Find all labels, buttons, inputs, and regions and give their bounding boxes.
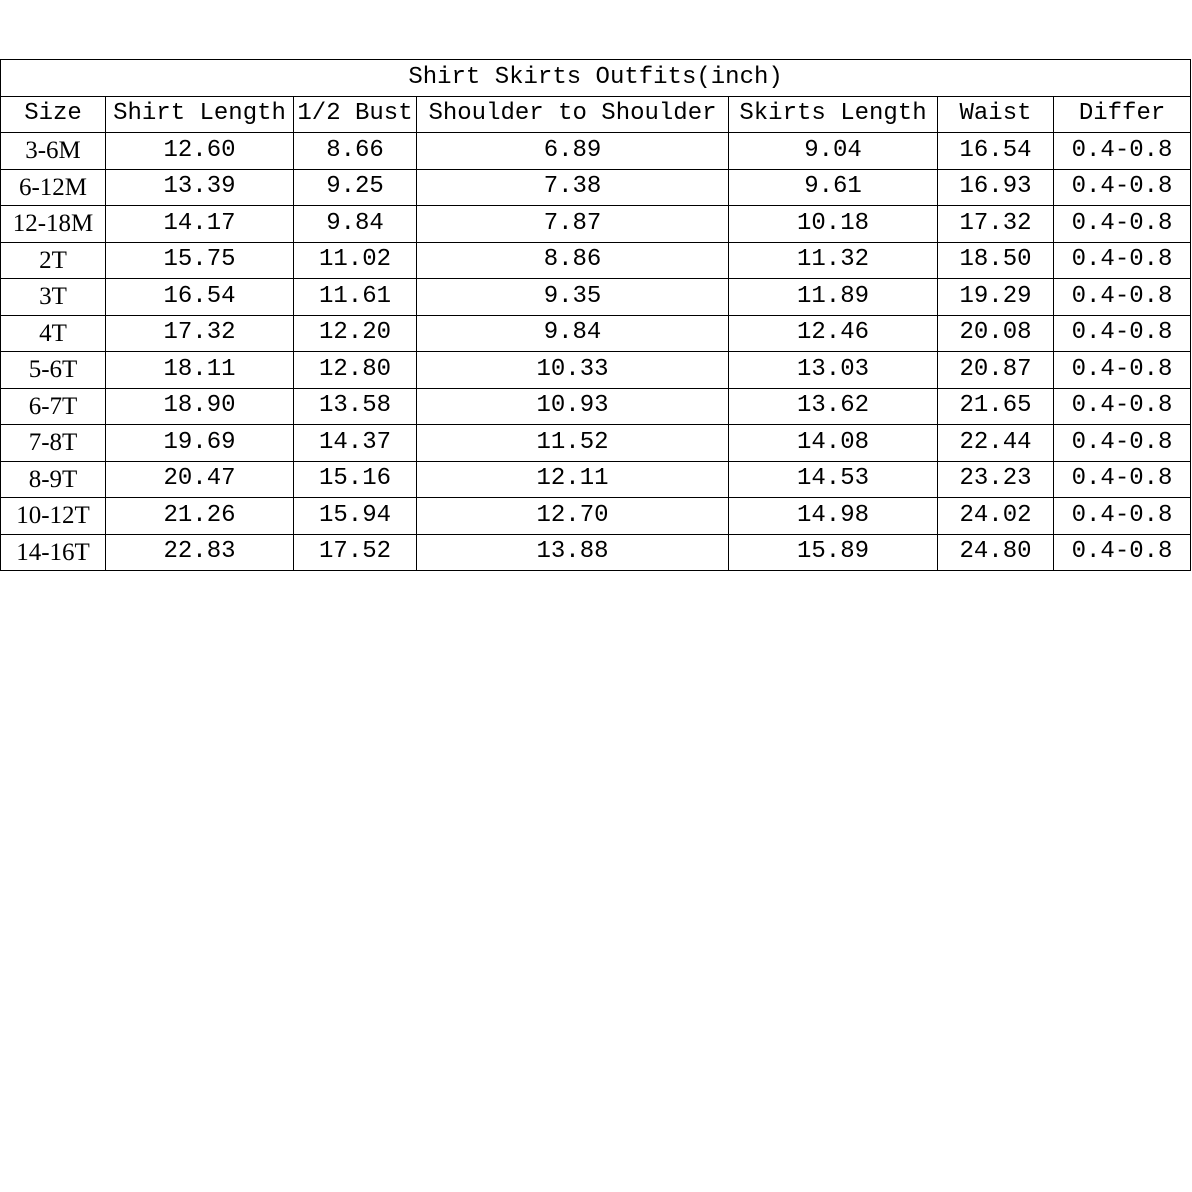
cell-shoulder-to-shoulder: 10.93 [417,388,729,425]
cell-differ: 0.4-0.8 [1054,242,1191,279]
table-row [1,169,1191,206]
cell-shoulder-to-shoulder: 8.86 [417,242,729,279]
cell-skirts-length: 11.32 [729,242,938,279]
cell-differ: 0.4-0.8 [1054,315,1191,352]
header-shirt-length: Shirt Length [106,96,294,133]
header-row [1,96,1191,133]
table-title: Shirt Skirts Outfits(inch) [1,60,1191,97]
cell-shirt-length: 22.83 [106,534,294,571]
cell-skirts-length: 13.62 [729,388,938,425]
cell-size: 4T [1,315,106,352]
cell-half-bust: 14.37 [294,425,417,462]
cell-shoulder-to-shoulder: 7.87 [417,206,729,243]
cell-size: 3-6M [1,133,106,170]
cell-differ: 0.4-0.8 [1054,425,1191,462]
cell-size: 7-8T [1,425,106,462]
size-chart-table [0,59,1191,571]
table-row [1,534,1191,571]
header-differ: Differ [1054,96,1191,133]
cell-skirts-length: 9.04 [729,133,938,170]
cell-shirt-length: 12.60 [106,133,294,170]
cell-half-bust: 12.80 [294,352,417,389]
table-body [1,133,1191,571]
cell-skirts-length: 14.53 [729,461,938,498]
cell-shirt-length: 21.26 [106,498,294,535]
cell-shoulder-to-shoulder: 9.35 [417,279,729,316]
cell-skirts-length: 14.98 [729,498,938,535]
cell-shoulder-to-shoulder: 10.33 [417,352,729,389]
cell-waist: 17.32 [938,206,1054,243]
cell-shoulder-to-shoulder: 12.11 [417,461,729,498]
cell-waist: 23.23 [938,461,1054,498]
cell-skirts-length: 11.89 [729,279,938,316]
table-row [1,315,1191,352]
cell-shoulder-to-shoulder: 11.52 [417,425,729,462]
header-waist: Waist [938,96,1054,133]
cell-waist: 21.65 [938,388,1054,425]
cell-waist: 24.80 [938,534,1054,571]
cell-size: 10-12T [1,498,106,535]
cell-differ: 0.4-0.8 [1054,388,1191,425]
cell-shirt-length: 16.54 [106,279,294,316]
table-row [1,279,1191,316]
cell-half-bust: 9.25 [294,169,417,206]
table-row [1,352,1191,389]
cell-half-bust: 12.20 [294,315,417,352]
cell-shoulder-to-shoulder: 7.38 [417,169,729,206]
cell-shirt-length: 18.11 [106,352,294,389]
cell-size: 6-7T [1,388,106,425]
cell-differ: 0.4-0.8 [1054,534,1191,571]
cell-shoulder-to-shoulder: 9.84 [417,315,729,352]
header-skirts-length: Skirts Length [729,96,938,133]
cell-shirt-length: 20.47 [106,461,294,498]
table-row [1,242,1191,279]
cell-shoulder-to-shoulder: 12.70 [417,498,729,535]
cell-waist: 24.02 [938,498,1054,535]
cell-size: 5-6T [1,352,106,389]
table-row [1,498,1191,535]
cell-differ: 0.4-0.8 [1054,169,1191,206]
cell-waist: 20.87 [938,352,1054,389]
cell-skirts-length: 14.08 [729,425,938,462]
cell-waist: 19.29 [938,279,1054,316]
cell-size: 3T [1,279,106,316]
header-size: Size [1,96,106,133]
cell-differ: 0.4-0.8 [1054,133,1191,170]
cell-size: 6-12M [1,169,106,206]
cell-waist: 20.08 [938,315,1054,352]
cell-waist: 22.44 [938,425,1054,462]
cell-shirt-length: 13.39 [106,169,294,206]
cell-waist: 16.54 [938,133,1054,170]
table-row [1,388,1191,425]
table-row [1,461,1191,498]
cell-differ: 0.4-0.8 [1054,498,1191,535]
cell-waist: 16.93 [938,169,1054,206]
cell-shirt-length: 17.32 [106,315,294,352]
cell-differ: 0.4-0.8 [1054,461,1191,498]
cell-half-bust: 9.84 [294,206,417,243]
cell-skirts-length: 15.89 [729,534,938,571]
cell-size: 12-18M [1,206,106,243]
cell-skirts-length: 13.03 [729,352,938,389]
cell-skirts-length: 10.18 [729,206,938,243]
cell-shirt-length: 18.90 [106,388,294,425]
header-shoulder-to-shoulder: Shoulder to Shoulder [417,96,729,133]
cell-differ: 0.4-0.8 [1054,279,1191,316]
cell-shirt-length: 14.17 [106,206,294,243]
cell-shoulder-to-shoulder: 6.89 [417,133,729,170]
table-row [1,425,1191,462]
title-row [1,60,1191,97]
cell-half-bust: 15.16 [294,461,417,498]
cell-skirts-length: 12.46 [729,315,938,352]
cell-half-bust: 8.66 [294,133,417,170]
table-row [1,133,1191,170]
cell-half-bust: 11.02 [294,242,417,279]
header-half-bust: 1/2 Bust [294,96,417,133]
cell-differ: 0.4-0.8 [1054,352,1191,389]
cell-shoulder-to-shoulder: 13.88 [417,534,729,571]
cell-waist: 18.50 [938,242,1054,279]
cell-size: 2T [1,242,106,279]
cell-half-bust: 13.58 [294,388,417,425]
cell-differ: 0.4-0.8 [1054,206,1191,243]
cell-shirt-length: 15.75 [106,242,294,279]
cell-size: 8-9T [1,461,106,498]
cell-skirts-length: 9.61 [729,169,938,206]
cell-half-bust: 15.94 [294,498,417,535]
cell-half-bust: 11.61 [294,279,417,316]
cell-shirt-length: 19.69 [106,425,294,462]
cell-half-bust: 17.52 [294,534,417,571]
table-row [1,206,1191,243]
cell-size: 14-16T [1,534,106,571]
